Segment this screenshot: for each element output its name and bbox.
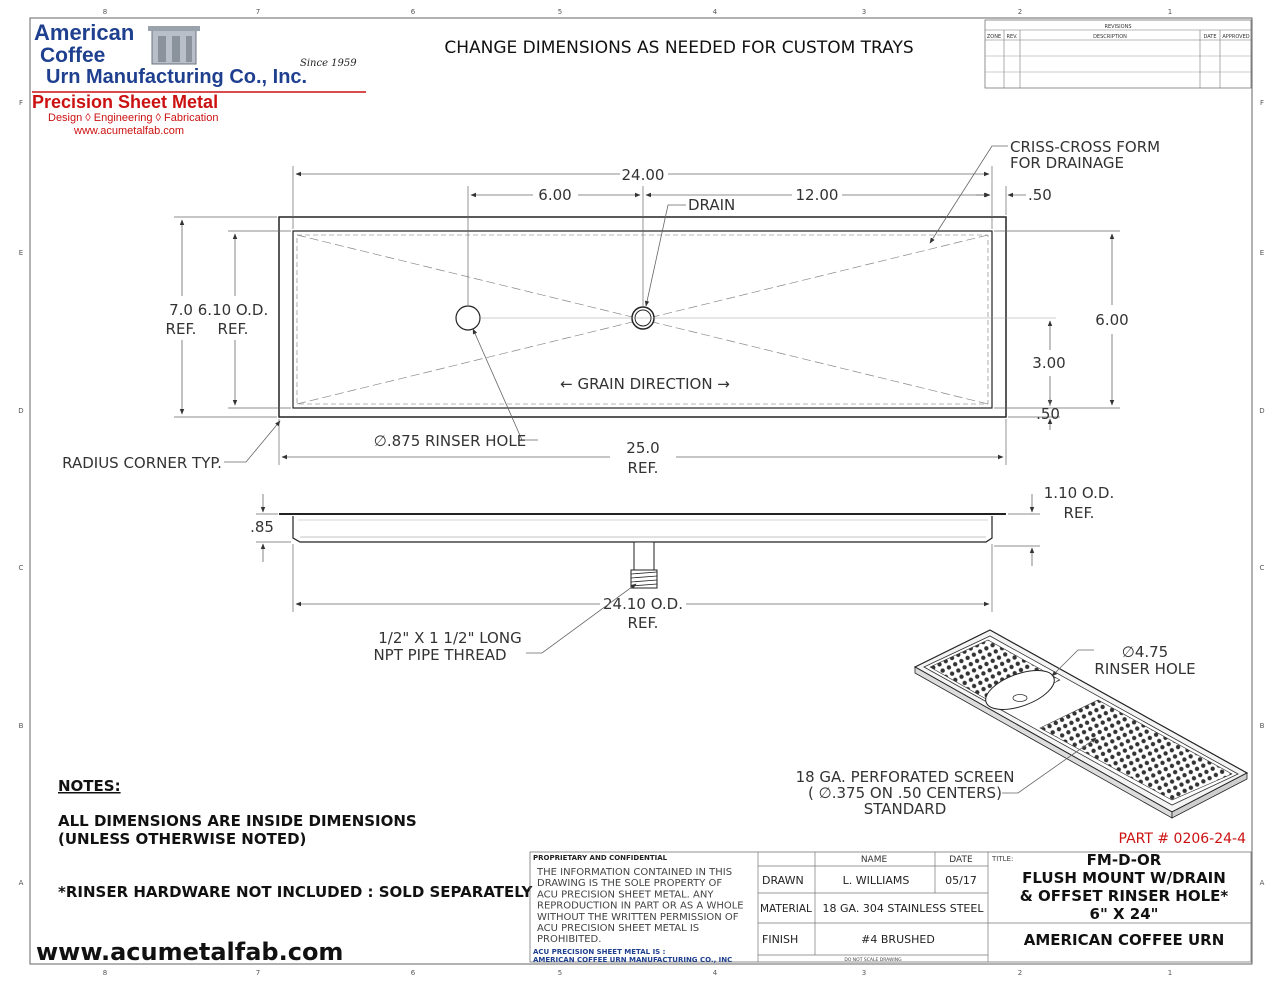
logo-tagline: Precision Sheet Metal [32,92,219,112]
revisions-table [985,20,1251,88]
pipe-label-2: NPT PIPE THREAD [373,646,507,664]
proprietary-line: PROHIBITED. [537,934,602,946]
zone-number-bottom: 8 [102,969,108,977]
logo-line-1: American [34,20,135,45]
revisions-col-description: DESCRIPTION [1093,34,1127,40]
zone-letter-right: E [1259,249,1265,257]
proprietary-line: ACU PRECISION SHEET METAL IS [537,923,700,934]
company-logo [32,20,366,137]
acu-line-2: AMERICAN COFFEE URN MANUFACTURING CO., INC [533,956,733,964]
zone-letter-left: D [18,407,24,415]
proprietary-heading: PROPRIETARY AND CONFIDENTIAL [533,854,668,862]
zone-number-bottom: 7 [255,969,261,977]
title-line-2: FLUSH MOUNT W/DRAIN [1022,869,1226,887]
col-date: DATE [949,855,973,865]
zone-letter-right: D [1259,407,1265,415]
revisions-col-rev: REV. [1006,34,1018,40]
dim-ref-3: REF. [627,459,659,477]
dim-side-ref-2: REF. [627,614,659,632]
zone-letter-right: C [1259,564,1265,572]
dim-depth: .85 [250,518,274,536]
iso-screen-label-2: ( ∅.375 ON .50 CENTERS) [808,784,1002,802]
title-block [530,851,1251,964]
zone-letter-left: E [18,249,24,257]
zone-number-bottom: 5 [557,969,563,977]
zone-number-bottom: 2 [1017,969,1023,977]
rinser-hole-icon [456,306,480,330]
revisions-col-date: DATE [1203,34,1217,40]
proprietary-text [536,867,744,945]
logo-url[interactable]: www.acumetalfab.com [74,125,185,137]
revisions-col-approved: APPROVED [1222,34,1250,40]
no-scale-note: DO NOT SCALE DRAWING [844,958,902,963]
zone-letter-left: F [18,99,24,107]
dim-edge: .50 [1028,186,1052,204]
iso-rinser-label-1: ∅4.75 [1121,643,1169,661]
coffee-urn-icon [148,26,200,64]
logo-line-2: Coffee [40,44,106,67]
company-name: AMERICAN COFFEE URN [1023,931,1225,949]
zone-number-top: 7 [255,8,261,16]
col-name: NAME [860,855,888,865]
dim-ref-2: REF. [217,320,249,338]
zone-number-top: 1 [1167,8,1173,16]
isometric-view [796,630,1247,818]
notes-heading: NOTES: [58,777,121,795]
notes-line-1: ALL DIMENSIONS ARE INSIDE DIMENSIONS [58,812,417,830]
radius-corner-label: RADIUS CORNER TYP. [62,454,222,472]
zone-letter-right: F [1259,99,1265,107]
pipe-thread-icon [631,542,657,588]
logo-line-3: Urn Manufacturing Co., Inc. [46,66,308,88]
notes [58,777,533,901]
dim-drain-left: 6.00 [538,186,572,204]
zone-number-top: 3 [861,8,867,16]
page-title: CHANGE DIMENSIONS AS NEEDED FOR CUSTOM TRAYS [444,38,914,58]
iso-screen-label-1: 18 GA. PERFORATED SCREEN [795,768,1015,786]
title-line-1: FM-D-OR [1086,851,1162,869]
dim-side-od: 1.10 O.D. [1043,484,1115,502]
footer-url[interactable]: www.acumetalfab.com [36,938,344,966]
grain-direction: ← GRAIN DIRECTION → [560,375,730,393]
dim-width: 24.00 [621,166,665,184]
dim-bottom-edge: .50 [1036,405,1060,423]
notes-line-3: *RINSER HARDWARE NOT INCLUDED : SOLD SEPARATELY [58,883,533,901]
proprietary-line: ACU PRECISION SHEET METAL. ANY [537,889,714,901]
revisions-col-zone: ZONE [986,34,1002,40]
crisscross-label-1: CRISS-CROSS FORM [1010,138,1161,156]
zone-letter-right: B [1259,722,1265,730]
zone-number-bottom: 1 [1167,969,1173,977]
material-label: MATERIAL [760,903,812,915]
zone-number-top: 5 [557,8,563,16]
zone-number-top: 4 [712,8,718,16]
zone-numbers-bottom [103,969,1172,977]
dim-inner-height: 6.00 [1095,311,1129,329]
finish-label: FINISH [762,933,799,946]
title-label: TITLE: [992,855,1014,863]
drain-label: DRAIN [688,196,736,214]
zone-letter-left: C [18,564,24,572]
zone-number-bottom: 6 [410,969,416,977]
zone-letter-right: A [1259,879,1265,887]
proprietary-line: DRAWING IS THE SOLE PROPERTY OF [537,878,723,890]
zone-number-top: 2 [1017,8,1023,16]
zone-number-bottom: 3 [861,969,867,977]
crisscross-label-2: FOR DRAINAGE [1010,154,1124,172]
top-view [62,138,1160,477]
proprietary-line: WITHOUT THE WRITTEN PERMISSION OF [537,911,739,923]
finish-value: #4 BRUSHED [861,933,935,946]
proprietary-line: THE INFORMATION CONTAINED IN THIS [537,867,733,878]
dim-overall: 25.0 [626,439,660,457]
drawn-date: 05/17 [945,874,977,887]
logo-services: Design ◊ Engineering ◊ Fabrication [48,112,219,124]
drawn-label: DRAWN [762,874,804,887]
dim-ref-1: REF. [165,320,197,338]
dim-od: 6.10 O.D. [197,301,269,319]
dim-side-ref-1: REF. [1063,504,1095,522]
zone-number-top: 6 [410,8,416,16]
logo-since: Since 1959 [300,58,357,69]
proprietary-line: REPRODUCTION IN PART OR AS A WHOLE [537,900,744,912]
dim-drain-center: 3.00 [1032,354,1066,372]
revisions-title: REVISIONS [1104,24,1132,30]
material-value: 18 GA. 304 STAINLESS STEEL [822,902,984,915]
part-number: PART # 0206-24-4 [1118,831,1246,847]
rinser-hole-label: ∅.875 RINSER HOLE [373,432,527,450]
drawn-name: L. WILLIAMS [842,874,910,887]
title-line-4: 6" X 24" [1089,905,1159,923]
dim-height-ref: 7.0 [169,301,193,319]
acu-line-1: ACU PRECISION SHEET METAL IS : [533,948,666,956]
pipe-label-1: 1/2" X 1 1/2" LONG [378,629,522,647]
zone-number-bottom: 4 [712,969,718,977]
zone-number-top: 8 [102,8,108,16]
notes-line-2: (UNLESS OTHERWISE NOTED) [58,830,307,848]
dim-side-length: 24.10 O.D. [603,595,683,613]
iso-screen-label-3: STANDARD [863,800,947,818]
iso-rinser-label-2: RINSER HOLE [1094,660,1196,678]
zone-letter-left: B [18,722,24,730]
title-line-3: & OFFSET RINSER HOLE* [1019,887,1229,905]
zone-letter-left: A [18,879,24,887]
zone-numbers-top [103,8,1172,16]
dim-drain-right: 12.00 [795,186,839,204]
